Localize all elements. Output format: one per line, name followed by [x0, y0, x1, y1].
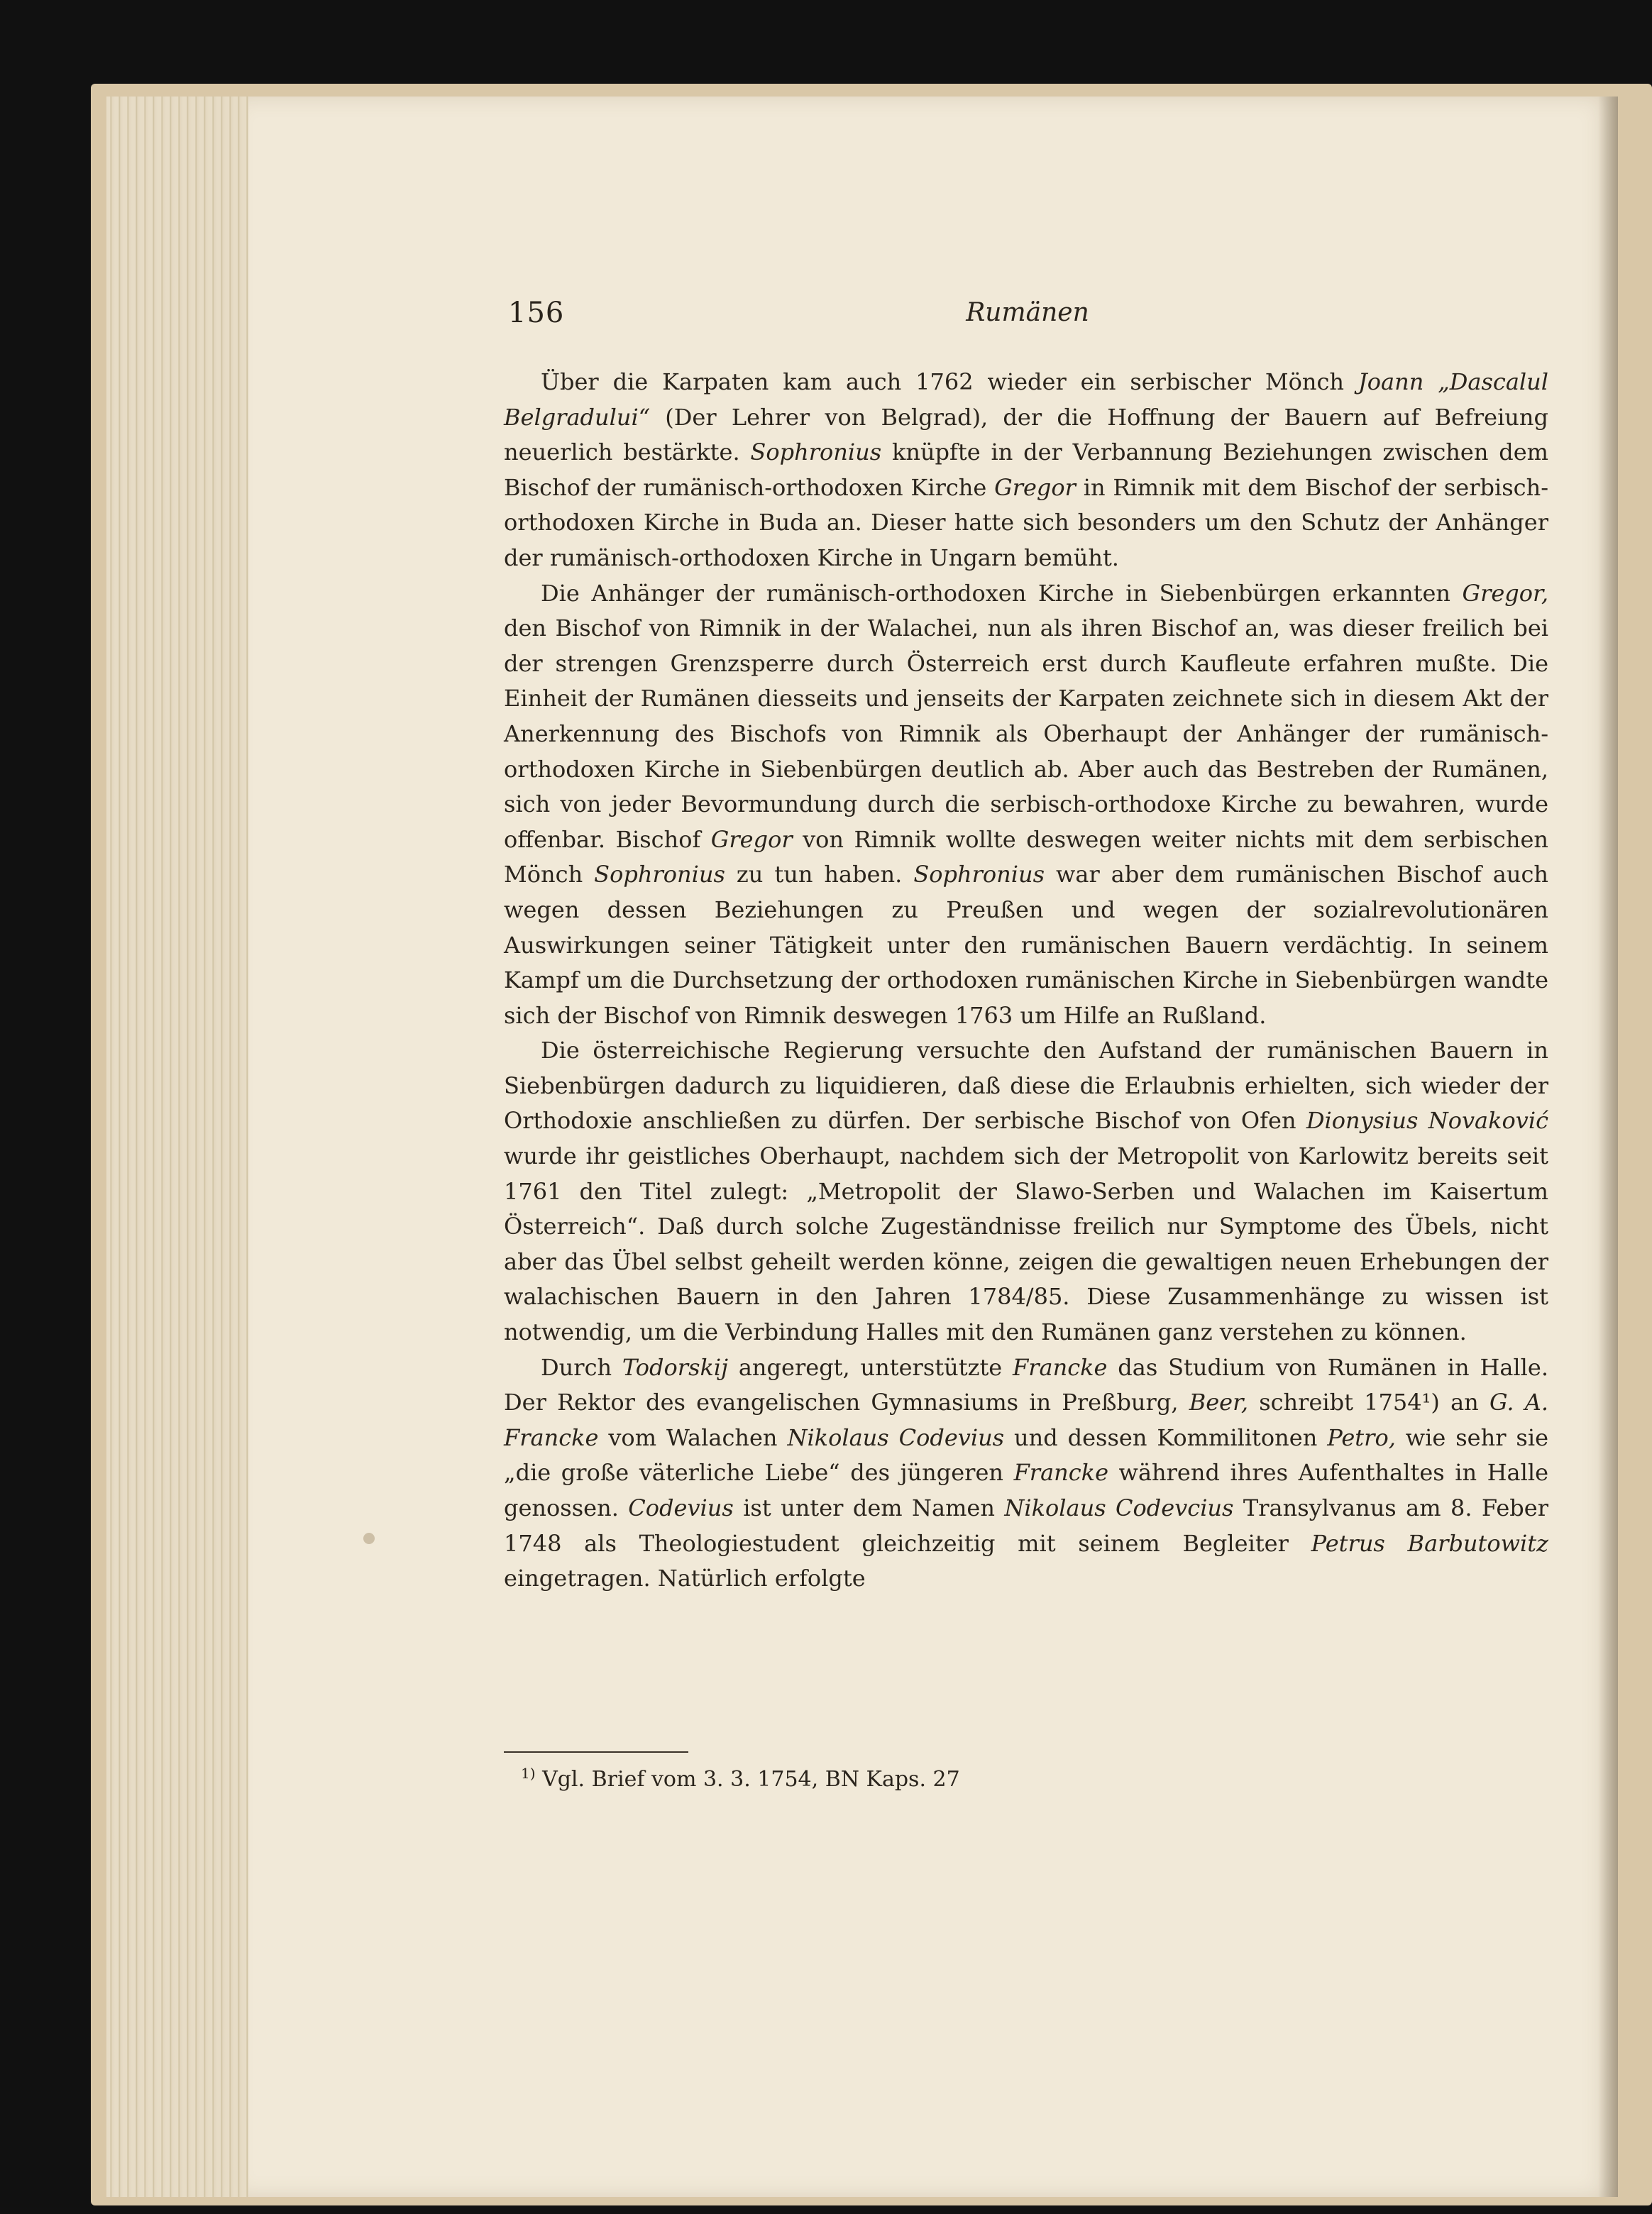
italic-run: Sophronius	[594, 861, 725, 888]
footnote	[521, 1764, 1543, 1795]
italic-run: Nikolaus Codevcius	[1004, 1494, 1234, 1521]
text-run: das Studium von Rumänen in Halle. Der Rektor des evangelischen Gymnasiums in Preßburg,	[504, 1353, 1549, 1416]
italic-run: G. A. Francke	[504, 1389, 1549, 1451]
italic-run: Todorskij	[622, 1353, 729, 1381]
page-header	[508, 297, 1547, 339]
italic-run: Dionysius Novaković	[1306, 1107, 1549, 1135]
italic-run: Beer,	[1189, 1389, 1249, 1416]
text-run: Die Anhänger der rumänisch-orthodoxen Kirche in Siebenbürgen erkannten	[541, 579, 1463, 607]
italic-run: Codevius	[628, 1494, 734, 1521]
paragraph	[504, 1350, 1548, 1597]
text-run: Transylvanus am 8. Feber 1748 als Theologiestudent gleichzeitig mit seinem Begleiter	[504, 1494, 1548, 1557]
page-number: 156	[508, 297, 565, 329]
italic-run: Sophronius	[750, 439, 882, 466]
footnote-text: Vgl. Brief vom 3. 3. 1754, BN Kaps. 27	[535, 1767, 960, 1792]
text-run: angeregt, unterstützte	[728, 1353, 1013, 1381]
text-run: war aber dem rumänischen Bischof auch wegen dessen Beziehungen zu Preußen und wegen der sozialrevolutionären Auswirkungen seiner Tätigkeit unter den rumänischen Bauern verdächtig. In seinem Kampf um die Durchsetzung der orthodoxen rumänischen Kirche in Siebenbürgen wandte sich der Bischof von Rimnik deswegen 1763 um Hilfe an Rußland.	[504, 861, 1549, 1029]
italic-run: Sophronius	[913, 861, 1045, 888]
running-head: Rumänen	[966, 298, 1089, 327]
italic-run: Petro,	[1327, 1423, 1396, 1451]
text-run: den Bischof von Rimnik in der Walachei, nun als ihren Bischof an, was dieser freilich bei der strengen Grenzsperre durch Österreich erst durch Kaufleute erfahren mußte. Die Einheit der Rumänen diesseits und jenseits der Karpaten zeichnete sich in diesem Akt der Anerkennung des Bischofs von Rimnik als Oberhaupt der Anhänger der rumänisch-orthodoxen Kirche in Siebenbürgen deutlich ab. Aber auch das Bestreben der Rumänen, sich von jeder Bevormundung durch die serbisch-orthodoxe Kirche zu bewahren, wurde offenbar. Bischof	[504, 615, 1548, 853]
italic-run: Gregor,	[1462, 579, 1548, 607]
text-run: (Der Lehrer von Belgrad), der die Hoffnung der Bauern auf Befreiung neuerlich bestärkte.	[504, 403, 1548, 466]
text-run: ist unter dem Namen	[733, 1494, 1005, 1521]
body-text	[504, 365, 1548, 1597]
text-run: wie sehr sie „die große väterliche Liebe“ des jüngeren	[504, 1423, 1549, 1487]
page-edges	[106, 97, 250, 2197]
paragraph	[504, 576, 1548, 1034]
italic-run: Francke	[1013, 1459, 1108, 1487]
text-run: vom Walachen	[598, 1423, 788, 1451]
text-run: von Rimnik wollte deswegen weiter nichts mit dem serbischen Mönch	[504, 825, 1549, 888]
paragraph	[504, 365, 1548, 576]
text-run: in Rimnik mit dem Bischof der serbisch-orthodoxen Kirche in Buda an. Dieser hatte sich besonders um den Schutz der Anhänger der rumänisch-orthodoxen Kirche in Ungarn bemüht.	[504, 473, 1549, 571]
text-run: während ihres Aufenthaltes in Halle genossen.	[504, 1459, 1549, 1521]
text-run: zu tun haben.	[725, 861, 914, 888]
paper-spot	[363, 1533, 375, 1544]
italic-run: Gregor	[994, 473, 1076, 501]
footnote-mark: 1)	[521, 1765, 536, 1782]
paragraph	[504, 1033, 1548, 1350]
text-run: Durch	[541, 1353, 622, 1381]
text-run: Die österreichische Regierung versuchte den Aufstand der rumänischen Bauern in Siebenbürgen dadurch zu liquidieren, daß diese die Erlaubnis erhielten, sich wieder der Orthodoxie anschließen zu dürfen. Der serbische Bischof von Ofen	[504, 1037, 1548, 1135]
footnote-rule	[504, 1751, 688, 1753]
text-run: und dessen Kommilitonen	[1004, 1423, 1328, 1451]
italic-run: Petrus Barbutowitz	[1311, 1529, 1549, 1557]
italic-run: Nikolaus Codevius	[787, 1423, 1005, 1451]
text-run: wurde ihr geistliches Oberhaupt, nachdem sich der Metropolit von Karlowitz bereits seit 1761 den Titel zulegt: „Metropolit der Slawo-Serben und Walachen im Kaisertum Österreich“. Daß durch solche Zugeständnisse freilich nur Symptome des Übels, nicht aber das Übel selbst geheilt werden könne, zeigen die gewaltigen neuen Erhebungen der walachischen Bauern in den Jahren 1784/85. Diese Zusammenhänge zu wissen ist notwendig, um die Verbindung Halles mit den Rumänen ganz verstehen zu können.	[504, 1142, 1548, 1346]
text-run: Über die Karpaten kam auch 1762 wieder ein serbischer Mönch	[541, 368, 1358, 395]
italic-run: Joann „Dascalul Belgradului“	[504, 368, 1549, 431]
text-run: schreibt 1754¹) an	[1248, 1389, 1489, 1416]
italic-run: Francke	[1013, 1353, 1108, 1381]
page-gutter-shadow	[1598, 97, 1618, 2197]
text-run: eingetragen. Natürlich erfolgte	[504, 1565, 866, 1592]
italic-run: Gregor	[710, 825, 793, 853]
text-run: knüpfte in der Verbannung Beziehungen zwischen dem Bischof der rumänisch-orthodoxen Kirche	[504, 439, 1548, 501]
